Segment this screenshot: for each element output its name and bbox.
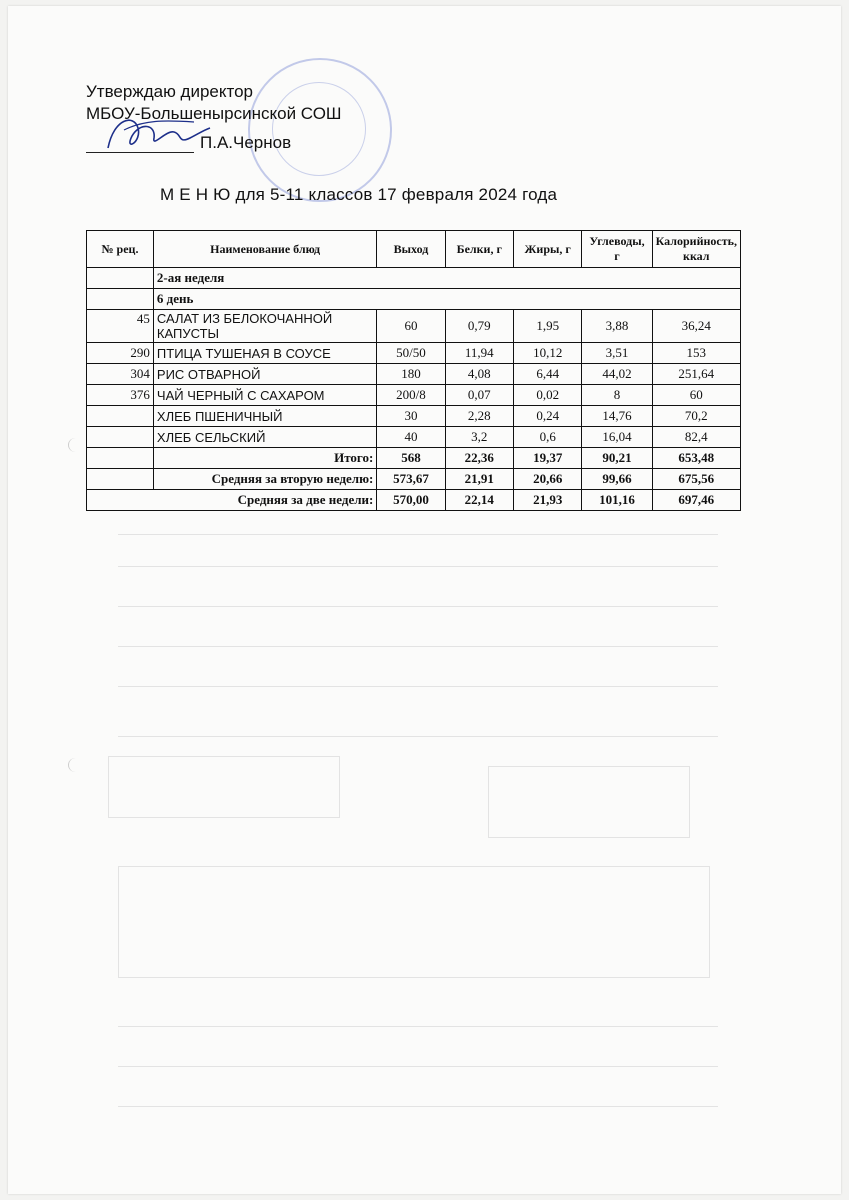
- output-total: 568: [377, 448, 445, 469]
- totals-row: [87, 448, 741, 469]
- protein-total: 22,36: [445, 448, 513, 469]
- protein-cell: 0,79: [445, 310, 513, 343]
- protein-cell: 0,07: [445, 385, 513, 406]
- kcal-cell: 60: [652, 385, 740, 406]
- dish-name: РИС ОТВАРНОЙ: [153, 364, 376, 385]
- bleed-through-line: [118, 1066, 718, 1067]
- signature-line: [86, 152, 194, 153]
- col-header-fat: Жиры, г: [513, 231, 581, 268]
- col-header-kcal: Калорийность, ккал: [652, 231, 740, 268]
- day-row: [87, 289, 741, 310]
- dish-name: ЧАЙ ЧЕРНЫЙ С САХАРОМ: [153, 385, 376, 406]
- kcal-total: 653,48: [652, 448, 740, 469]
- fat-cell: 0,6: [513, 427, 581, 448]
- totals-label: Итого:: [153, 448, 376, 469]
- day-label: 6 день: [153, 289, 740, 310]
- punch-hole-mark: [68, 438, 83, 452]
- col-header-carbs: Углеводы, г: [582, 231, 652, 268]
- bleed-through-line: [118, 1106, 718, 1107]
- kcal-average: 675,56: [652, 469, 740, 490]
- recipe-number: [87, 406, 154, 427]
- page-title: М Е Н Ю для 5-11 классов 17 февраля 2024 года: [160, 185, 558, 204]
- output-cell: 30: [377, 406, 445, 427]
- protein-two-week: 22,14: [445, 490, 513, 511]
- bleed-through-line: [118, 736, 718, 737]
- bleed-through-line: [118, 534, 718, 535]
- output-cell: 180: [377, 364, 445, 385]
- fat-average: 20,66: [513, 469, 581, 490]
- carbs-total: 90,21: [582, 448, 652, 469]
- protein-cell: 11,94: [445, 343, 513, 364]
- dish-name: САЛАТ ИЗ БЕЛОКОЧАННОЙ КАПУСТЫ: [153, 310, 376, 343]
- bleed-through-line: [118, 1026, 718, 1027]
- table-row: [87, 364, 741, 385]
- punch-hole-mark: [68, 758, 83, 772]
- carbs-cell: 16,04: [582, 427, 652, 448]
- output-average: 573,67: [377, 469, 445, 490]
- col-header-output: Выход: [377, 231, 445, 268]
- bleed-through-box: [118, 866, 710, 978]
- fat-total: 19,37: [513, 448, 581, 469]
- recipe-number: 376: [87, 385, 154, 406]
- fat-cell: 1,95: [513, 310, 581, 343]
- output-cell: 200/8: [377, 385, 445, 406]
- recipe-number: 304: [87, 364, 154, 385]
- fat-cell: 0,24: [513, 406, 581, 427]
- week-average-row: [87, 469, 741, 490]
- protein-cell: 4,08: [445, 364, 513, 385]
- bleed-through-line: [118, 686, 718, 687]
- bleed-through-line: [118, 606, 718, 607]
- col-header-recipe: № рец.: [87, 231, 154, 268]
- kcal-cell: 82,4: [652, 427, 740, 448]
- two-week-average-label: Средняя за две недели:: [87, 490, 377, 511]
- recipe-number: 45: [87, 310, 154, 343]
- table-row: [87, 343, 741, 364]
- approval-line-2: МБОУ-Большенырсинской СОШ: [86, 104, 342, 123]
- protein-cell: 3,2: [445, 427, 513, 448]
- kcal-cell: 153: [652, 343, 740, 364]
- menu-table: [86, 230, 741, 511]
- carbs-average: 99,66: [582, 469, 652, 490]
- carbs-cell: 3,51: [582, 343, 652, 364]
- dish-name: ХЛЕБ СЕЛЬСКИЙ: [153, 427, 376, 448]
- kcal-cell: 251,64: [652, 364, 740, 385]
- output-cell: 60: [377, 310, 445, 343]
- bleed-through-box: [108, 756, 340, 818]
- recipe-number: [87, 427, 154, 448]
- carbs-cell: 3,88: [582, 310, 652, 343]
- bleed-through-line: [118, 646, 718, 647]
- protein-average: 21,91: [445, 469, 513, 490]
- kcal-cell: 70,2: [652, 406, 740, 427]
- fat-cell: 6,44: [513, 364, 581, 385]
- carbs-cell: 44,02: [582, 364, 652, 385]
- approval-line-3: П.А.Чернов: [200, 133, 292, 152]
- official-stamp: [248, 58, 392, 202]
- carbs-cell: 8: [582, 385, 652, 406]
- week-label: 2-ая неделя: [153, 268, 740, 289]
- col-header-protein: Белки, г: [445, 231, 513, 268]
- approval-line-1: Утверждаю директор: [86, 82, 254, 101]
- carbs-cell: 14,76: [582, 406, 652, 427]
- table-row: [87, 310, 741, 343]
- dish-name: ПТИЦА ТУШЕНАЯ В СОУСЕ: [153, 343, 376, 364]
- bleed-through-box: [488, 766, 690, 838]
- week-row: [87, 268, 741, 289]
- table-header-row: [87, 231, 741, 268]
- fat-cell: 0,02: [513, 385, 581, 406]
- two-week-average-row: [87, 490, 741, 511]
- table-row: [87, 406, 741, 427]
- carbs-two-week: 101,16: [582, 490, 652, 511]
- fat-cell: 10,12: [513, 343, 581, 364]
- table-row: [87, 385, 741, 406]
- output-cell: 40: [377, 427, 445, 448]
- recipe-number: 290: [87, 343, 154, 364]
- week-average-label: Средняя за вторую неделю:: [153, 469, 376, 490]
- kcal-cell: 36,24: [652, 310, 740, 343]
- bleed-through-line: [118, 566, 718, 567]
- output-cell: 50/50: [377, 343, 445, 364]
- kcal-two-week: 697,46: [652, 490, 740, 511]
- col-header-dish: Наименование блюд: [153, 231, 376, 268]
- table-row: [87, 427, 741, 448]
- output-two-week: 570,00: [377, 490, 445, 511]
- protein-cell: 2,28: [445, 406, 513, 427]
- fat-two-week: 21,93: [513, 490, 581, 511]
- dish-name: ХЛЕБ ПШЕНИЧНЫЙ: [153, 406, 376, 427]
